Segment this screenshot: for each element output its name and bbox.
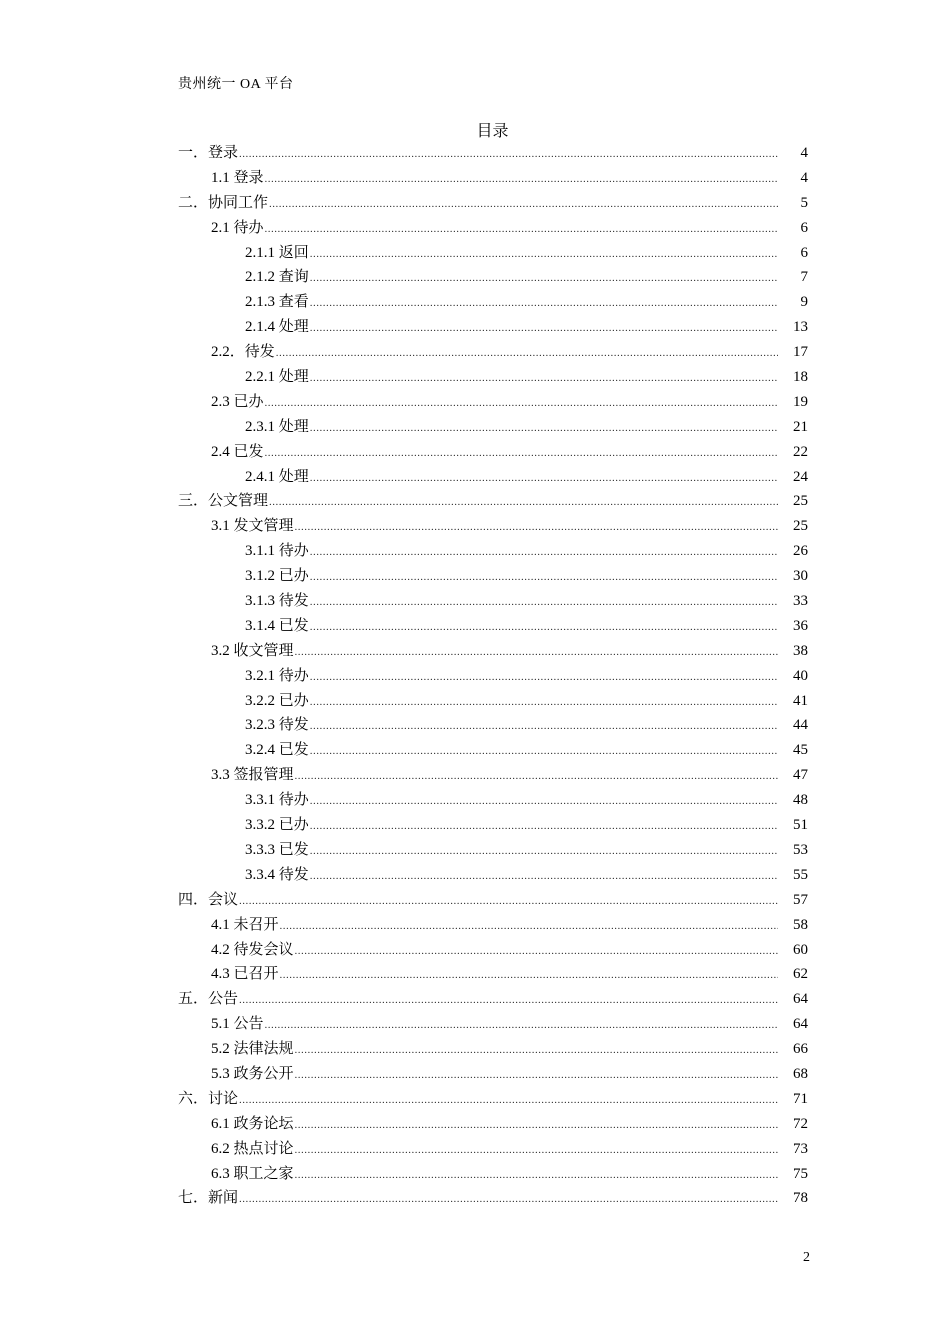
toc-entry-page: 26	[793, 543, 808, 560]
toc-entry-label: 3.3.1 待办	[245, 792, 309, 809]
dot-leader	[310, 590, 778, 615]
dot-leader	[310, 540, 778, 565]
dot-leader	[295, 515, 778, 540]
toc-entry[interactable]	[178, 813, 808, 838]
toc-entry[interactable]	[178, 713, 808, 738]
toc-entry-label: 3.1 发文管理	[211, 518, 294, 535]
toc-entry-label: 3.3 签报管理	[211, 767, 294, 784]
toc-entry[interactable]	[178, 639, 808, 664]
toc-entry[interactable]	[178, 440, 808, 465]
toc-entry-page: 40	[793, 667, 808, 684]
toc-entry[interactable]	[178, 987, 808, 1012]
dot-leader	[310, 291, 778, 316]
dot-leader	[276, 341, 778, 366]
dot-leader	[269, 490, 778, 515]
toc-entry-page: 68	[793, 1065, 808, 1082]
toc-entry-page: 57	[793, 891, 808, 908]
toc-entry-label: 3.2.2 已办	[245, 692, 309, 709]
toc-entry-page: 19	[793, 393, 808, 410]
toc-entry-label: 2.3 已办	[211, 393, 264, 410]
toc-entry[interactable]	[178, 415, 808, 440]
toc-entry[interactable]	[178, 564, 808, 589]
toc-entry[interactable]	[178, 1012, 808, 1037]
toc-entry-label: 六．讨论	[178, 1090, 239, 1107]
toc-entry[interactable]	[178, 1137, 808, 1162]
toc-entry-label: 二．协同工作	[178, 194, 269, 211]
toc-entry-label: 一．登录	[178, 145, 239, 161]
toc-entry[interactable]	[178, 838, 808, 863]
toc-entry-label: 3.3.3 已发	[245, 841, 309, 858]
dot-leader	[310, 615, 778, 640]
toc-entry-page: 6	[800, 244, 808, 261]
toc-entry-label: 2.2．待发	[211, 344, 275, 361]
dot-leader	[265, 167, 778, 192]
dot-leader	[239, 1088, 778, 1113]
toc-entry[interactable]	[178, 340, 808, 365]
toc-entry-page: 51	[793, 817, 808, 834]
toc-entry-label: 2.2.1 处理	[245, 369, 309, 386]
toc-entry[interactable]	[178, 315, 808, 340]
dot-leader	[310, 316, 778, 341]
dot-leader	[310, 814, 778, 839]
toc-entry-label: 3.2.4 已发	[245, 742, 309, 759]
dot-leader	[295, 1038, 778, 1063]
toc-entry-page: 71	[793, 1090, 808, 1107]
toc-entry[interactable]	[178, 1087, 808, 1112]
toc-entry-label: 3.1.4 已发	[245, 617, 309, 634]
dot-leader	[269, 192, 778, 217]
toc-entry-page: 41	[793, 692, 808, 709]
toc-entry[interactable]	[178, 265, 808, 290]
toc-entry[interactable]	[178, 1037, 808, 1062]
dot-leader	[295, 1113, 778, 1138]
dot-leader	[280, 914, 778, 939]
toc-entry-label: 5.3 政务公开	[211, 1065, 294, 1082]
toc-entry-label: 4.2 待发会议	[211, 941, 294, 958]
dot-leader	[265, 217, 778, 242]
dot-leader	[295, 939, 778, 964]
toc-entry-page: 4	[800, 169, 808, 186]
dot-leader	[265, 1013, 778, 1038]
toc-entry-label: 6.1 政务论坛	[211, 1115, 294, 1132]
dot-leader	[310, 416, 778, 441]
dot-leader	[295, 1163, 778, 1188]
toc-entry-label: 2.4.1 处理	[245, 468, 309, 485]
toc-entry-label: 3.3.4 待发	[245, 866, 309, 883]
toc-entry[interactable]	[178, 1112, 808, 1137]
toc-entry-page: 53	[793, 841, 808, 858]
toc-entry-page: 58	[793, 916, 808, 933]
toc-entry-page: 30	[793, 568, 808, 585]
toc-entry-page: 48	[793, 792, 808, 809]
toc-entry[interactable]	[178, 191, 808, 216]
toc-entry[interactable]	[178, 938, 808, 963]
toc-entry-page: 13	[793, 319, 808, 336]
toc-entry-label: 3.1.1 待办	[245, 543, 309, 560]
dot-leader	[310, 714, 778, 739]
toc-entry-page: 22	[793, 443, 808, 460]
table-of-contents	[178, 141, 808, 1211]
dot-leader	[310, 266, 778, 291]
toc-entry-page: 60	[793, 941, 808, 958]
toc-entry-page: 45	[793, 742, 808, 759]
toc-entry-label: 1.1 登录	[211, 169, 264, 186]
toc-entry-page: 78	[793, 1190, 808, 1207]
toc-entry-label: 3.3.2 已办	[245, 817, 309, 834]
toc-entry[interactable]	[178, 290, 808, 315]
toc-entry-label: 五．公告	[178, 991, 239, 1008]
toc-entry[interactable]	[178, 216, 808, 241]
toc-entry-label: 2.1.3 查看	[245, 294, 309, 311]
toc-entry[interactable]	[178, 390, 808, 415]
toc-entry-label: 3.2 收文管理	[211, 642, 294, 659]
toc-entry-page: 75	[793, 1165, 808, 1182]
dot-leader	[265, 391, 778, 416]
dot-leader	[295, 764, 778, 789]
toc-entry-page: 62	[793, 966, 808, 983]
toc-entry-label: 2.3.1 处理	[245, 418, 309, 435]
dot-leader	[310, 739, 778, 764]
toc-entry-label: 5.1 公告	[211, 1016, 264, 1033]
toc-entry[interactable]	[178, 489, 808, 514]
toc-entry-page: 18	[793, 369, 808, 386]
toc-entry-page: 44	[793, 717, 808, 734]
toc-entry-page: 4	[800, 145, 808, 161]
toc-entry[interactable]	[178, 589, 808, 614]
dot-leader	[310, 690, 778, 715]
toc-entry-page: 72	[793, 1115, 808, 1132]
toc-entry[interactable]	[178, 1062, 808, 1087]
dot-leader	[239, 1187, 778, 1212]
toc-entry-page: 7	[800, 269, 808, 286]
toc-entry-label: 三．公文管理	[178, 493, 269, 510]
dot-leader	[295, 1138, 778, 1163]
toc-entry-page: 66	[793, 1041, 808, 1058]
toc-entry-label: 6.3 职工之家	[211, 1165, 294, 1182]
toc-entry[interactable]	[178, 913, 808, 938]
toc-entry[interactable]	[178, 166, 808, 191]
toc-entry-label: 七．新闻	[178, 1190, 239, 1207]
dot-leader	[280, 963, 778, 988]
toc-entry-page: 33	[793, 593, 808, 610]
toc-entry-page: 21	[793, 418, 808, 435]
toc-entry-label: 四．会议	[178, 891, 239, 908]
toc-entry-label: 2.1.1 返回	[245, 244, 309, 261]
page-number: 2	[803, 1250, 810, 1265]
toc-entry-page: 64	[793, 991, 808, 1008]
toc-entry-label: 4.1 未召开	[211, 916, 279, 933]
dot-leader	[310, 839, 778, 864]
toc-entry-page: 17	[793, 344, 808, 361]
dot-leader	[239, 889, 778, 914]
toc-entry-page: 24	[793, 468, 808, 485]
toc-entry[interactable]	[178, 365, 808, 390]
dot-leader	[310, 466, 778, 491]
toc-entry-label: 2.1.4 处理	[245, 319, 309, 336]
dot-leader	[295, 640, 778, 665]
toc-entry-page: 25	[793, 518, 808, 535]
toc-entry-label: 2.1 待办	[211, 219, 264, 236]
dot-leader	[310, 242, 778, 267]
toc-entry[interactable]	[178, 539, 808, 564]
toc-entry-page: 9	[800, 294, 808, 311]
toc-entry-label: 5.2 法律法规	[211, 1041, 294, 1058]
dot-leader	[310, 864, 778, 889]
dot-leader	[265, 441, 778, 466]
dot-leader	[310, 665, 778, 690]
running-header: 贵州统一 OA 平台	[178, 77, 294, 92]
toc-entry-page: 6	[800, 219, 808, 236]
toc-entry[interactable]	[178, 763, 808, 788]
dot-leader	[295, 1063, 778, 1088]
toc-title: 目录	[476, 123, 509, 140]
toc-entry[interactable]	[178, 1186, 808, 1211]
toc-entry[interactable]	[178, 141, 808, 166]
toc-entry-page: 25	[793, 493, 808, 510]
toc-entry[interactable]	[178, 514, 808, 539]
toc-entry[interactable]	[178, 664, 808, 689]
toc-entry-page: 47	[793, 767, 808, 784]
toc-entry-label: 2.4 已发	[211, 443, 264, 460]
dot-leader	[310, 366, 778, 391]
toc-entry-page: 55	[793, 866, 808, 883]
toc-entry-label: 4.3 已召开	[211, 966, 279, 983]
toc-entry[interactable]	[178, 614, 808, 639]
toc-entry-label: 6.2 热点讨论	[211, 1140, 294, 1157]
toc-entry-label: 3.2.3 待发	[245, 717, 309, 734]
dot-leader	[310, 565, 778, 590]
toc-entry[interactable]	[178, 1162, 808, 1187]
toc-entry-label: 3.2.1 待办	[245, 667, 309, 684]
toc-entry-label: 2.1.2 查询	[245, 269, 309, 286]
toc-entry-page: 64	[793, 1016, 808, 1033]
toc-entry[interactable]	[178, 962, 808, 987]
toc-entry[interactable]	[178, 888, 808, 913]
toc-entry[interactable]	[178, 465, 808, 490]
toc-entry-label: 3.1.2 已办	[245, 568, 309, 585]
toc-entry-page: 5	[800, 194, 808, 211]
toc-entry-page: 38	[793, 642, 808, 659]
toc-entry[interactable]	[178, 689, 808, 714]
toc-entry-page: 73	[793, 1140, 808, 1157]
toc-entry[interactable]	[178, 241, 808, 266]
dot-leader	[239, 988, 778, 1013]
toc-entry[interactable]	[178, 738, 808, 763]
toc-entry[interactable]	[178, 863, 808, 888]
toc-entry-page: 36	[793, 617, 808, 634]
toc-entry-label: 3.1.3 待发	[245, 593, 309, 610]
toc-entry[interactable]	[178, 788, 808, 813]
dot-leader	[239, 142, 778, 167]
dot-leader	[310, 789, 778, 814]
